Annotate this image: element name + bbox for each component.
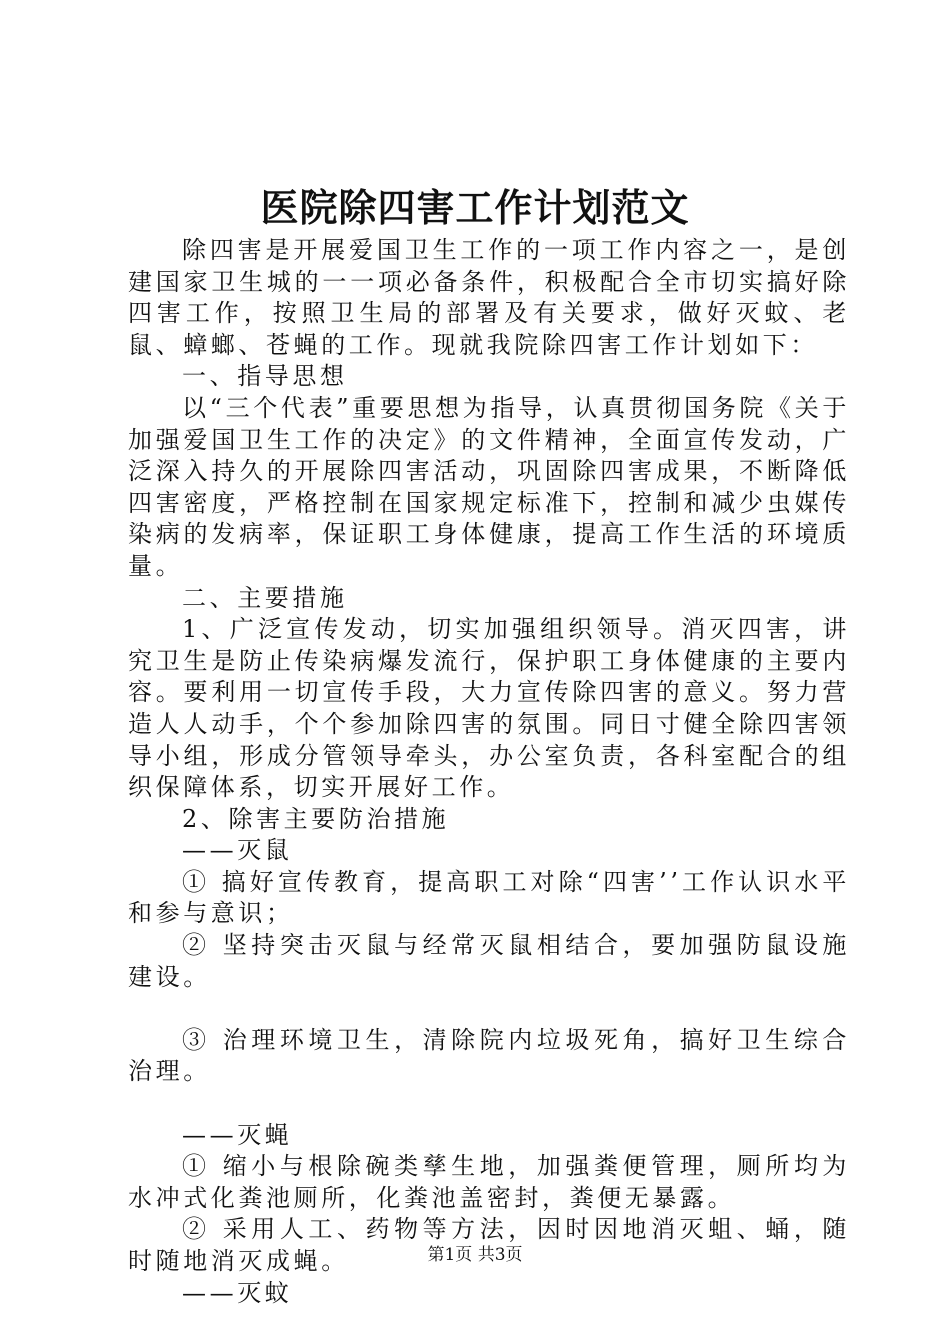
measure-1-paragraph: 1、广泛宣传发动，切实加强组织领导。消灭四害，讲究卫生是防止传染病爆发流行，保护职工身体健康的主要内容。要利用一切宣传手段，大力宣传除四害的意义。努力营造人人动手，个个参加除四害的氛围。同日寸健全除四害领导小组，形成分管领导牵头，办公室负责，各科室配合的组织保障体系，切实开展好工作。 (128, 615, 850, 802)
rodent-item-2: ② 坚持突击灭鼠与经常灭鼠相结合，要加强防鼠设施建设。 (128, 931, 850, 991)
section-heading-main-measures: 二、主要措施 (182, 583, 348, 612)
document-body (128, 235, 850, 1309)
intro-paragraph: 除四害是开展爱国卫生工作的一项工作内容之一，是创建国家卫生城的一一项必备条件，积极配合全市切实搞好除四害工作，按照卫生局的部署及有关要求，做好灭蚊、老鼠、蟑螂、苍蝇的工作。现就我院除四害工作计划如下： (128, 236, 850, 359)
document-title: 医院除四害工作计划范文 (260, 186, 690, 230)
subheading-fly-control: ——灭蝇 (182, 1120, 293, 1149)
rodent-item-1: ① 搞好宣传教育，提高职工对除“四害’’工作认识水平和参与意识； (128, 867, 850, 928)
section-heading-guiding-thought: 一、指导思想 (182, 362, 348, 391)
rodent-item-3: ③ 治理环境卫生，清除院内垃圾死角，搞好卫生综合治理。 (128, 1025, 850, 1086)
measure-2-heading: 2、除害主要防治措施 (182, 804, 450, 833)
fly-item-2: ② 采用人工、药物等方法，因时因地消灭蛆、蛹，随时随地消灭成蝇。 (128, 1215, 850, 1275)
fly-item-1: ① 缩小与根除碗类孳生地，加强粪便管理，厕所均为水冲式化粪池厕所，化粪池盖密封，粪便无暴露。 (128, 1152, 850, 1212)
subheading-rodent-control: ——灭鼠 (182, 836, 293, 865)
guiding-thought-paragraph: 以“三个代表”重要思想为指导，认真贯彻国务院《关于加强爱国卫生工作的决定》的文件精神，全面宣传发动，广泛深入持久的开展除四害活动，巩固除四害成果，不断降低四害密度，严格控制在国家规定标准下，控制和减少虫媒传染病的发病率，保证职工身体健康，提高工作生活的环境质量。 (128, 393, 850, 580)
page-footer: 第1页 共3页 (427, 1245, 523, 1265)
subheading-mosquito-control: ——灭蚊 (182, 1278, 293, 1307)
